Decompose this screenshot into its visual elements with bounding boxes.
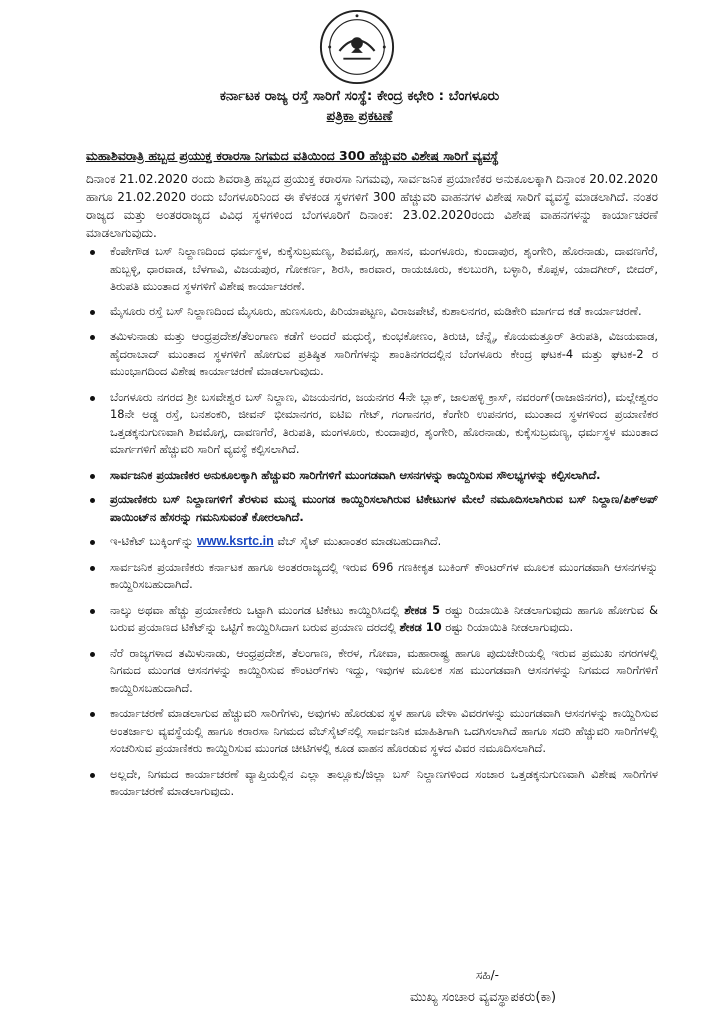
discount-10-percent: ಶೇಕಡ 10 — [399, 620, 442, 634]
bullet-text: ಸಾರ್ವಜನಿಕ ಪ್ರಯಾಣಿಕರ ಅನುಕೂಲಕ್ಕಾಗಿ ಹೆಚ್ಚುವರಿ ಸಾರಿಗೆಗಳಿಗೆ ಮುಂಗಡವಾಗಿ ಆಸನಗಳನ್ನು ಕಾಯ್ದಿರಿಸುವ ಸೌಲಭ್ಯಗಳನ್ನು ಕಲ್ಪಿಸಲಾಗಿದೆ. — [110, 467, 601, 482]
list-item — [86, 766, 658, 801]
discount-text-3: ರಷ್ಟು ರಿಯಾಯಿತಿ ನೀಡಲಾಗುವುದು. — [441, 620, 574, 634]
arrangement-list — [86, 243, 658, 801]
list-item — [86, 645, 658, 698]
list-item — [86, 533, 658, 551]
list-item — [86, 243, 658, 296]
bullet-text: ಪ್ರಯಾಣಿಕರು ಬಸ್ ನಿಲ್ದಾಣಗಳಿಗೆ ತೆರಳುವ ಮುನ್ನ ಮುಂಗಡ ಕಾಯ್ದಿರಿಸಲಾಗಿರುವ ಟಿಕೇಟುಗಳ ಮೇಲೆ ನಮೂದಿಸಲಾಗಿರುವ ಬಸ್ ನಿಲ್ದಾಣ/ಪಿಕ್‌ಅಪ್ ಪಾಯಿಂಟ್‌ನ ಹೆಸರನ್ನು ಗಮನಿಸುವಂತೆ ಕೋರಲಾಗಿದೆ. — [110, 492, 658, 524]
bullet-text: ಕೆಂಪೇಗೌಡ ಬಸ್ ನಿಲ್ದಾಣದಿಂದ ಧರ್ಮಸ್ಥಳ, ಕುಕ್ಕೆಸುಬ್ರಮಣ್ಯ, ಶಿವಮೊಗ್ಗ, ಹಾಸನ, ಮಂಗಳೂರು, ಕುಂದಾಪುರ, ಶೃಂಗೇರಿ, ಹೊರನಾಡು, ದಾವಣಗೆರೆ, ಹುಬ್ಬಳ್ಳಿ, ಧಾರವಾಡ, ಬೆಳಗಾವಿ, ವಿಜಯಪುರ, ಗೋಕರ್ಣ, ಶಿರಸಿ, ಕಾರವಾರ, ರಾಯಚೂರು, ಕಲಬುರಗಿ, ಬಳ್ಳಾರಿ, ಕೊಪ್ಪಳ, ಯಾದಗೀರ್, ಬೀದರ್, ತಿರುಪತಿ ಮುಂತಾದ ಸ್ಥಳಗಳಿಗೆ ವಿಶೇಷ ಕಾರ್ಯಾಚರಣೆ. — [110, 244, 658, 293]
discount-text-2: ರಷ್ಟು ರಿಯಾಯಿತಿ ನೀಡಲಾಗುವುದು ಹಾಗೂ ಹೋಗುವ & ಬರುವ ಪ್ರಯಾಣದ ಟಿಕೆಟ್‌ನ್ನು ಒಟ್ಟಿಗೆ ಕಾಯ್ದಿರಿಸಿದಾಗ ಬರುವ ಪ್ರಯಾಣ ದರದಲ್ಲಿ — [110, 602, 658, 634]
intro-paragraph: ದಿನಾಂಕ 21.02.2020 ರಂದು ಶಿವರಾತ್ರಿ ಹಬ್ಬದ ಪ್ರಯುಕ್ತ ಕರಾರಸಾ ನಿಗಮವು, ಸಾರ್ವಜನಿಕ ಪ್ರಯಾಣಿಕರ ಅನುಕೂಲಕ್ಕಾಗಿ ದಿನಾಂಕ 20.02.2020 ಹಾಗೂ 21.02.2020 ರಂದು ಬೆಂಗಳೂರಿನಿಂದ ಈ ಕೆಳಕಂಡ ಸ್ಥಳಗಳಿಗೆ 300 ಹೆಚ್ಚುವರಿ ವಾಹನಗಳ ವಿಶೇಷ ಸಾರಿಗೆ ವ್ಯವಸ್ಥೆ ಮಾಡಲಾಗಿದೆ. ನಂತರ ರಾಜ್ಯದ ಮತ್ತು ಅಂತರರಾಜ್ಯದ ವಿವಿಧ ಸ್ಥಳಗಳಿಂದ ಬೆಂಗಳೂರಿಗೆ ದಿನಾಂಕ: 23.02.2020ರಂದು ವಿಶೇಷ ವಾಹನಗಳನ್ನು ಕಾರ್ಯಾಚರಣೆ ಮಾಡಲಾಗುವುದು. — [86, 172, 658, 240]
list-item — [86, 559, 658, 594]
eticket-suffix: ವೆಬ್ ಸೈಟ್ ಮುಖಾಂತರ ಮಾಡಬಹುದಾಗಿದೆ. — [273, 534, 442, 548]
list-item — [86, 705, 658, 758]
bullet-text: ಕಾರ್ಯಾಚರಣೆ ಮಾಡಲಾಗುವ ಹೆಚ್ಚುವರಿ ಸಾರಿಗೆಗಳು, ಅವುಗಳು ಹೊರಡುವ ಸ್ಥಳ ಹಾಗೂ ವೇಳಾ ವಿವರಗಳನ್ನು ಮುಂಗಡವಾಗಿ ಆಸನಗಳನ್ನು ಕಾಯ್ದಿರಿಸುವ ಅಂತರ್ಜಾಲ ವ್ಯವಸ್ಥೆಯಲ್ಲಿ ಹಾಗೂ ಕರಾರಸಾ ನಿಗಮದ ವೆಬ್‌ಸೈಟ್‌ನಲ್ಲಿ ಸಾರ್ವಜನಿಕ ಮಾಹಿತಿಗಾಗಿ ಒದಗಿಸಲಾಗಿದೆ ಹಾಗೂ ಸದರಿ ಹೆಚ್ಚುವರಿ ಸಾರಿಗೆಗಳಲ್ಲಿ ಸಂಚರಿಸುವ ಪ್ರಯಾಣಿಕರು ಕಾಯ್ದಿರಿಸುವ ಮುಂಗಡ ಚೀಟಿಗಳಲ್ಲಿ ಕೂಡ ವಾಹನ ಹೊರಡುವ ಸ್ಥಳದ ವಿವರ ನಮೂದಿಸಲಾಗಿದೆ. — [110, 706, 658, 755]
list-item — [86, 467, 658, 485]
press-release-title: ಪತ್ರಿಕಾ ಪ್ರಕಟಣೆ — [326, 108, 393, 124]
bullet-text: ತಮಿಳುನಾಡು ಮತ್ತು ಆಂಧ್ರಪ್ರದೇಶ/ತೆಲಂಗಾಣ ಕಡೆಗೆ ಅಂದರೆ ಮಧುರೈ, ಕುಂಭಕೋಣಂ, ತಿರುಚಿ, ಚೆನ್ನೈ, ಕೊಯಮತ್ತೂರ್ ತಿರುಪತಿ, ವಿಜಯವಾಡ, ಹೈದರಾಬಾದ್ ಮುಂತಾದ ಸ್ಥಳಗಳಿಗೆ ಹೋಗುವ ಪ್ರತಿಷ್ಠಿತ ಸಾರಿಗೆಗಳನ್ನು ಶಾಂತಿನಗರದಲ್ಲಿನ ಬೆಂಗಳೂರು ಕೇಂದ್ರ ಘಟಕ-4 ಮತ್ತು ಘಟಕ-2 ರ ಮುಂಭಾಗದಿಂದ ವಿಶೇಷ ಕಾರ್ಯಾಚರಣೆ ಮಾಡಲಾಗುವುದು. — [110, 329, 658, 378]
signature: ಸಹಿ/- — [476, 968, 499, 982]
bullet-text: ಅಲ್ಲದೇ, ನಿಗಮದ ಕಾರ್ಯಾಚರಣೆ ವ್ಯಾಪ್ತಿಯಲ್ಲಿನ ಎಲ್ಲಾ ತಾಲ್ಲೂಕು/ಜಿಲ್ಲಾ ಬಸ್ ನಿಲ್ದಾಣಗಳಿಂದ ಸಂಚಾರ ಒತ್ತಡಕ್ಕನುಗುಣವಾಗಿ ವಿಶೇಷ ಸಾರಿಗೆಗಳ ಕಾರ್ಯಾಚರಣೆ ಮಾಡಲಾಗುವುದು. — [110, 766, 658, 798]
bullet-text: ಮೈಸೂರು ರಸ್ತೆ ಬಸ್ ನಿಲ್ದಾಣದಿಂದ ಮೈಸೂರು, ಹುಣಸೂರು, ಪಿರಿಯಾಪಟ್ಟಣ, ವಿರಾಜಪೇಟೆ, ಕುಶಾಲನಗರ, ಮಡಿಕೇರಿ ಮಾರ್ಗದ ಕಡೆ ಕಾರ್ಯಾಚರಣೆ. — [110, 303, 642, 318]
list-item — [86, 303, 658, 321]
designation: ಮುಖ್ಯ ಸಂಚಾರ ವ್ಯವಸ್ಥಾಪಕರು(ಕಾ) — [410, 990, 557, 1005]
list-item — [86, 491, 658, 526]
ksrtc-emblem-icon — [318, 8, 396, 86]
list-item — [86, 328, 658, 381]
bullet-text: ಬೆಂಗಳೂರು ನಗರದ ಶ್ರೀ ಬಸವೇಶ್ವರ ಬಸ್ ನಿಲ್ದಾಣ, ವಿಜಯನಗರ, ಜಯನಗರ 4ನೇ ಬ್ಲಾಕ್, ಜಾಲಹಳ್ಳಿ ಕ್ರಾಸ್, ನವರಂಗ್(ರಾಜಾಜಿನಗರ), ಮಲ್ಲೇಶ್ವರಂ 18ನೇ ಅಡ್ಡ ರಸ್ತೆ, ಬನಶಂಕರಿ, ಜೀವನ್ ಭೀಮಾನಗರ, ಐಟಿಐ ಗೇಟ್, ಗಂಗಾನಗರ, ಕೆಂಗೇರಿ ಉಪನಗರ, ಮುಂತಾದ ಸ್ಥಳಗಳಿಂದ ಪ್ರಯಾಣಿಕರ ಒತ್ತಡಕ್ಕನುಗುಣವಾಗಿ ಶಿವಮೊಗ್ಗ, ದಾವಣಗೆರೆ, ತಿರುಪತಿ, ಮಂಗಳೂರು, ಕುಂದಾಪುರ, ಶೃಂಗೇರಿ, ಹೊರನಾಡು, ಕುಕ್ಕೆಸುಬ್ರಮಣ್ಯ, ಧರ್ಮಸ್ಥಳ ಮುಂತಾದ ಮಾರ್ಗಗಳಿಗೆ ಹೆಚ್ಚುವರಿ ಸಾರಿಗೆ ವ್ಯವಸ್ಥೆ ಕಲ್ಪಿಸಲಾಗಿದೆ. — [110, 389, 658, 456]
discount-5-percent: ಶೇಕಡ 5 — [404, 602, 440, 617]
ksrtc-website-link[interactable]: www.ksrtc.in — [197, 534, 274, 548]
bullet-text: ಸಾರ್ವಜನಿಕ ಪ್ರಯಾಣಿಕರು ಕರ್ನಾಟಕ ಹಾಗೂ ಅಂತರರಾಜ್ಯದಲ್ಲಿ ಇರುವ 696 ಗಣಕೀಕೃತ ಬುಕಿಂಗ್ ಕೌಂಟರ್‌ಗಳ ಮೂಲಕ ಮುಂಗಡವಾಗಿ ಆಸನಗಳನ್ನು ಕಾಯ್ದಿರಿಸಬಹುದಾಗಿದೆ. — [110, 559, 658, 591]
discount-text-1: ನಾಲ್ಕು ಅಥವಾ ಹೆಚ್ಚು ಪ್ರಯಾಣಿಕರು ಒಟ್ಟಾಗಿ ಮುಂಗಡ ಟಿಕೇಟು ಕಾಯ್ದಿರಿಸಿದಲ್ಲಿ — [110, 602, 405, 617]
list-item — [86, 389, 658, 459]
bullet-text: ನೆರೆ ರಾಜ್ಯಗಳಾದ ತಮಿಳುನಾಡು, ಆಂಧ್ರಪ್ರದೇಶ, ತೆಲಂಗಾಣ, ಕೇರಳ, ಗೋವಾ, ಮಹಾರಾಷ್ಟ್ರ ಹಾಗೂ ಪುದುಚೇರಿಯಲ್ಲಿ ಇರುವ ಪ್ರಮುಖ ನಗರಗಳಲ್ಲಿ ನಿಗಮದ ಮುಂಗಡ ಆಸನಗಳನ್ನು ಕಾಯ್ದಿರಿಸುವ ಕೌಂಟರ್‌ಗಳು ಇದ್ದು, ಇವುಗಳ ಮೂಲಕ ಸಹ ಮುಂಗಡವಾಗಿ ಆಸನಗಳನ್ನು ನಿಗಮದ ಸಾರಿಗೆಗಳಿಗೆ ಕಾಯ್ದಿರಿಸಬಹುದಾಗಿದೆ. — [110, 645, 658, 695]
office-header: ಕರ್ನಾಟಕ ರಾಜ್ಯ ರಸ್ತೆ ಸಾರಿಗೆ ಸಂಸ್ಥೆ: ಕೇಂದ್ರ ಕಛೇರಿ : ಬೆಂಗಳೂರು — [219, 88, 500, 104]
subject-line: ಮಹಾಶಿವರಾತ್ರಿ ಹಬ್ಬದ ಪ್ರಯುಕ್ತ ಕರಾರಸಾ ನಿಗಮದ ವತಿಯಿಂದ 300 ಹೆಚ್ಚುವರಿ ವಿಶೇಷ ಸಾರಿಗೆ ವ್ಯವಸ್ಥೆ — [86, 148, 499, 163]
list-item — [86, 602, 658, 637]
eticket-prefix: ಇ-ಟಿಕೆಟ್ ಬುಕ್ಕಿಂಗ್‌ನ್ನು — [110, 534, 198, 548]
